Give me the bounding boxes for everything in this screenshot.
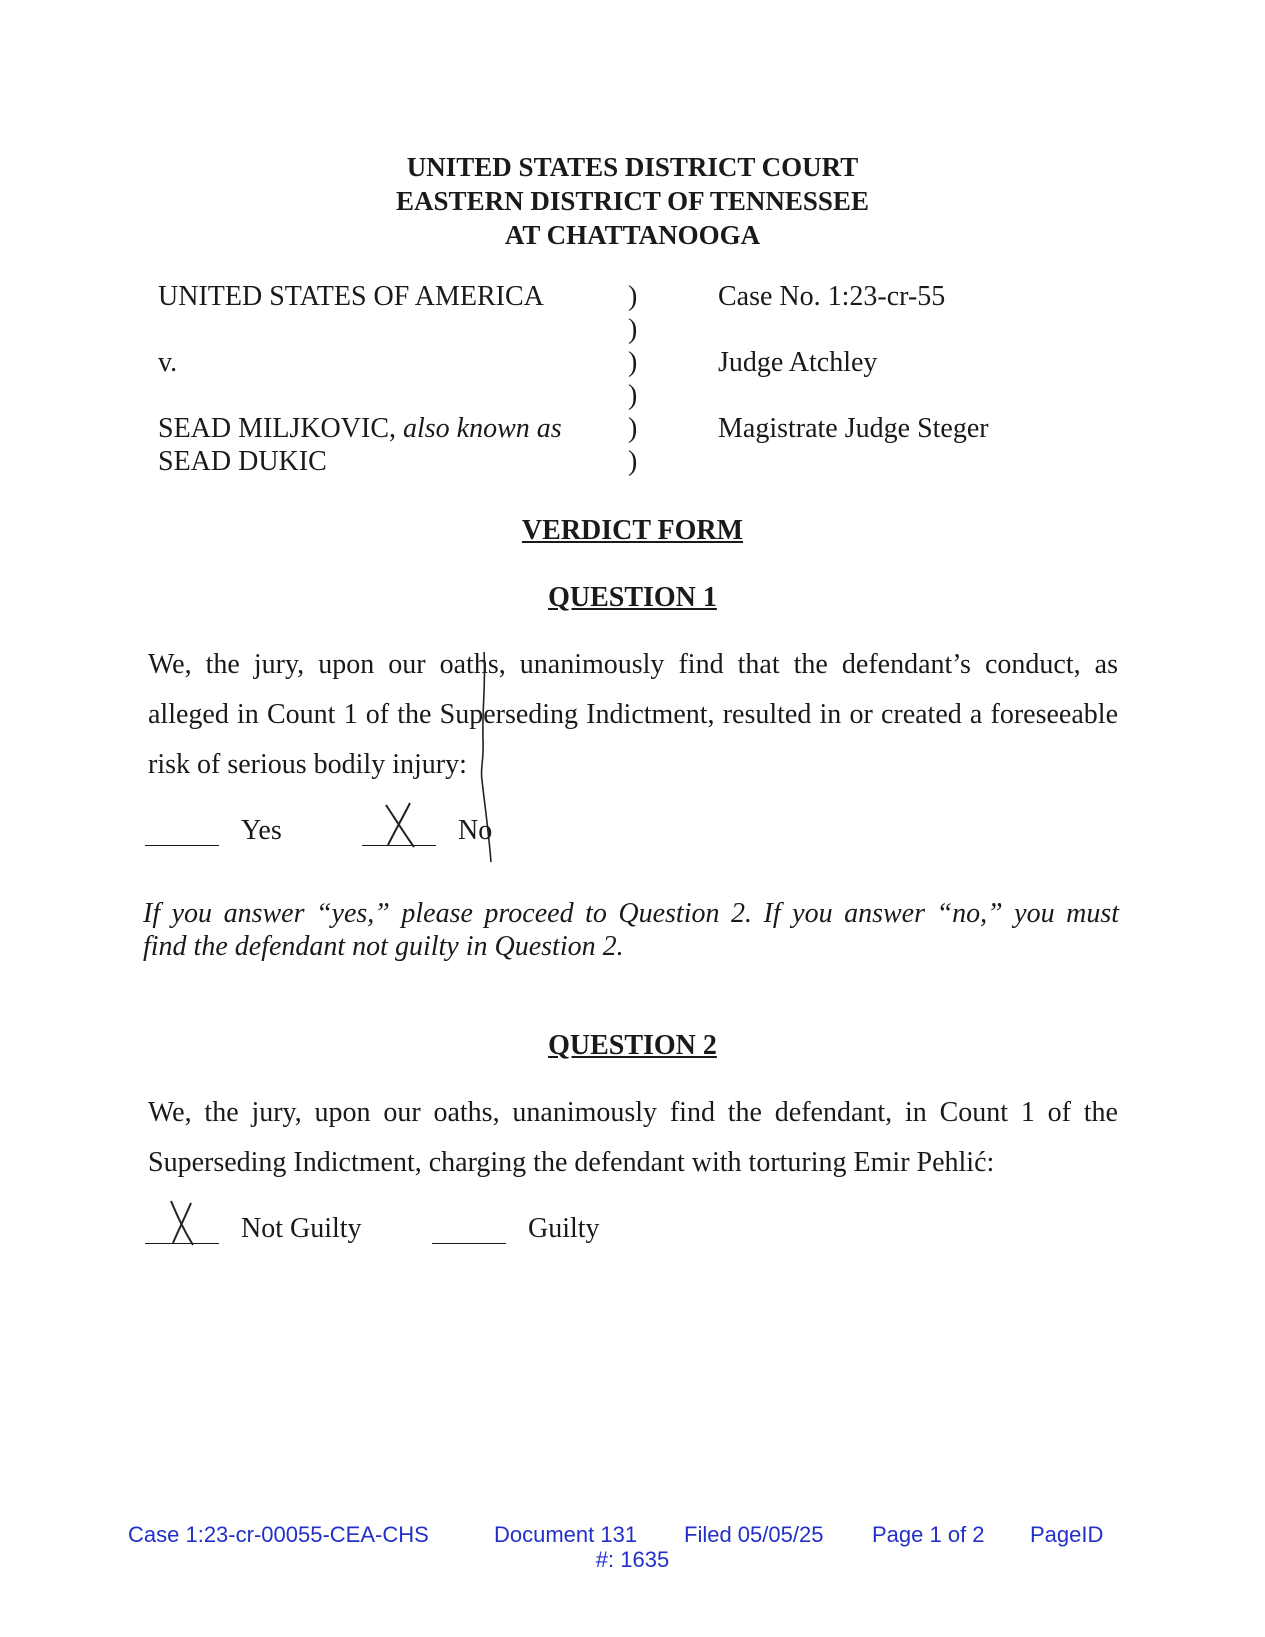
question-1-instruction [143, 897, 1119, 963]
paren: ) [628, 413, 638, 444]
versus: v. [158, 347, 178, 378]
footer-pageid-number: #: 1635 [595, 1547, 670, 1572]
paren: ) [628, 380, 638, 411]
defendant-line [158, 412, 598, 445]
court-name: UNITED STATES DISTRICT COURT [406, 152, 859, 182]
instruction-line: If you answer “yes,” please proceed to Question 2. If you answer “no,” you must [143, 898, 1119, 929]
paren: ) [628, 281, 638, 312]
footer-page: Page 1 of 2 [872, 1522, 985, 1547]
q2-not-guilty-label: Not Guilty [241, 1213, 362, 1244]
court-district: EASTERN DISTRICT OF TENNESSEE [396, 186, 869, 216]
q2-guilty-blank[interactable] [432, 1213, 506, 1244]
question-1-text [148, 640, 1118, 790]
paren: ) [628, 446, 638, 477]
q1-no-label: No [458, 815, 493, 846]
q1-yes-blank[interactable] [145, 815, 219, 846]
defendant-aka: also known as [403, 413, 562, 444]
footer-case: Case 1:23-cr-00055-CEA-CHS [128, 1522, 429, 1547]
case-number: Case No. 1:23-cr-55 [718, 281, 946, 312]
defendant-alias: SEAD DUKIC [158, 446, 327, 477]
caption-parentheses [628, 280, 648, 478]
q2-guilty-label: Guilty [528, 1213, 600, 1244]
footer-document: Document 131 [494, 1522, 638, 1547]
court-division: AT CHATTANOOGA [504, 220, 761, 250]
footer-filed: Filed 05/05/25 [684, 1522, 824, 1547]
q1-no-blank[interactable] [362, 815, 436, 846]
instruction-line: find the defendant not guilty in Question 2. [143, 931, 624, 962]
q2-option-not-guilty[interactable] [145, 1213, 362, 1244]
x-mark-icon [376, 799, 422, 849]
x-mark-icon [159, 1197, 205, 1247]
plaintiff: UNITED STATES OF AMERICA [158, 281, 544, 312]
question-1-line: We, the jury, upon our oaths, unanimously find that the defendant’s conduct, as [148, 649, 1118, 680]
magistrate-judge: Magistrate Judge Steger [718, 413, 989, 444]
question-1-line: alleged in Count 1 of the Superseding Indictment, resulted in or created a foreseeable [148, 699, 1118, 730]
parties-block [158, 280, 598, 478]
question-1-heading: QUESTION 1 [548, 582, 717, 613]
q1-option-yes[interactable] [145, 815, 282, 846]
paren: ) [628, 347, 638, 378]
form-title: VERDICT FORM [521, 515, 744, 546]
footer-pageid-label: PageID [1030, 1522, 1104, 1547]
paren: ) [628, 314, 638, 345]
question-2-heading: QUESTION 2 [548, 1030, 717, 1061]
q1-yes-label: Yes [241, 815, 282, 846]
question-2-line: Superseding Indictment, charging the defendant with torturing Emir Pehlić: [148, 1147, 995, 1178]
case-info-block [718, 280, 1058, 445]
judge: Judge Atchley [718, 347, 878, 378]
q2-not-guilty-blank[interactable] [145, 1213, 219, 1244]
question-2-line: We, the jury, upon our oaths, unanimously find the defendant, in Count 1 of the [148, 1097, 1118, 1128]
defendant-name: SEAD MILJKOVIC, [158, 413, 396, 444]
question-2-text [148, 1088, 1118, 1188]
q1-option-no[interactable] [362, 815, 492, 846]
q2-option-guilty[interactable] [432, 1213, 600, 1244]
question-1-line: risk of serious bodily injury: [148, 749, 467, 780]
court-header [0, 150, 1265, 252]
